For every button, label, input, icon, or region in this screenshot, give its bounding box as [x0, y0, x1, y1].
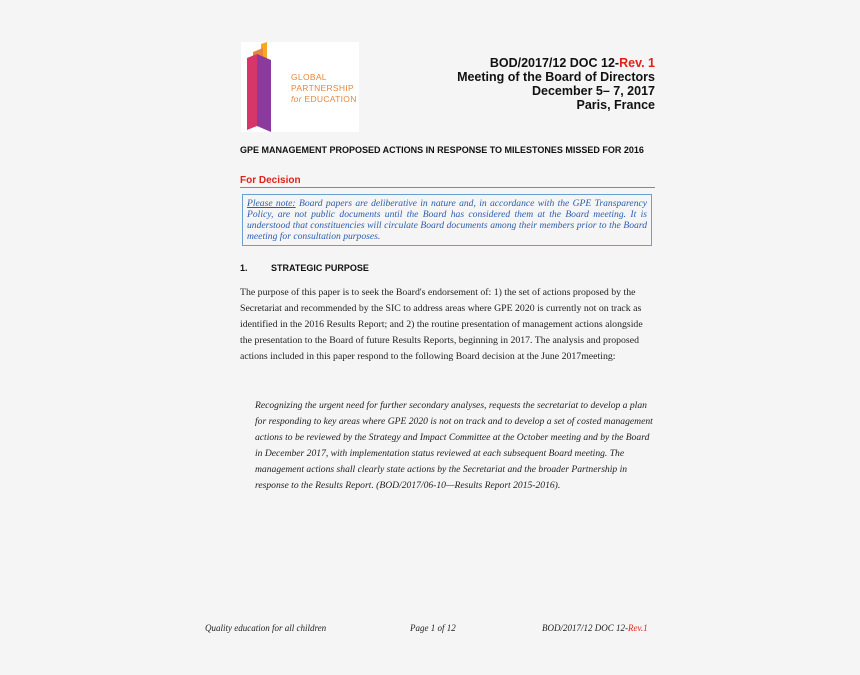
- logo-text: GLOBAL PARTNERSHIP for EDUCATION: [291, 72, 357, 104]
- doc-id: BOD/2017/12 DOC 12-: [489, 56, 620, 70]
- note-box: [242, 194, 652, 246]
- footer-doc-id: BOD/2017/12 DOC 12-Rev.1: [542, 623, 648, 633]
- purpose-paragraph: The purpose of this paper is to seek the Board's endorsement of: 1) the set of actions proposed by the Secretariat and recommended by the SIC to address areas where GPE 2020 is currently not on track as identified in the 2016 Results Report; and 2) the routine presentation of management actions alongside the presentation to the Board of future Results Reports, beginning in 2017. The analysis and proposed actions included in this paper respond to the following Board decision at the June 2017meeting:: [240, 287, 643, 362]
- section-heading: 1. STRATEGIC PURPOSE: [240, 263, 369, 273]
- doc-rev: Rev. 1: [619, 56, 655, 70]
- meeting-dates: December 5– 7, 2017: [531, 84, 655, 98]
- document-header: [457, 56, 655, 112]
- book-icon: [241, 42, 291, 132]
- meeting-name: Meeting of the Board of Directors: [457, 70, 655, 84]
- board-decision-quote: Recognizing the urgent need for further secondary analyses, requests the secretariat to develop a plan for responding to key areas where GPE 2020 is not on track and to develop a set of costed management actions to be reviewed by the Strategy and Impact Committee at the October meeting and by the Board in December 2017, with implementation status reviewed at each subsequent Board meeting. The management actions shall clearly state actions by the Secretariat and the broader Partnership in response to the Results Report. (BOD/2017/06-10—Results Report 2015-2016).: [255, 400, 653, 491]
- meeting-location: Paris, France: [576, 98, 655, 112]
- note-label: Please note:: [247, 198, 296, 209]
- gpe-logo: [241, 42, 359, 132]
- document-title: GPE MANAGEMENT PROPOSED ACTIONS IN RESPONSE TO MILESTONES MISSED FOR 2016: [240, 145, 644, 155]
- note-text: Board papers are deliberative in nature and, in accordance with the GPE Transparency Policy, are not public documents until the Board has considered them at the Board meeting. It is understood that constituencies will circulate Board documents among their members prior to the Board meeting for consultation purposes.: [247, 198, 648, 242]
- footer-tagline: Quality education for all children: [205, 623, 327, 633]
- footer-page-number: Page 1 of 12: [410, 623, 456, 633]
- for-decision-label: For Decision: [240, 175, 655, 188]
